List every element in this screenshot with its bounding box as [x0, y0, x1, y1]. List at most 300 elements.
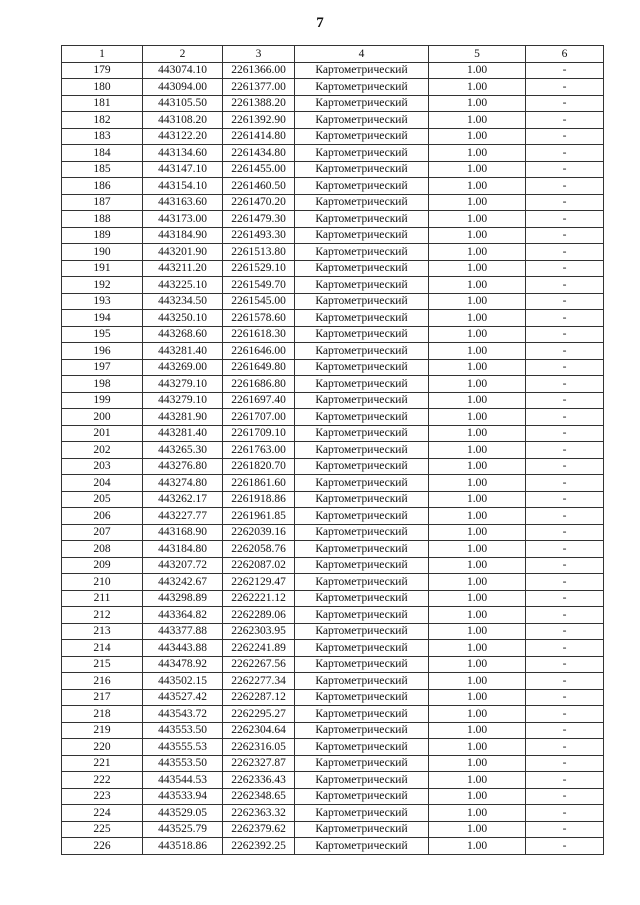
note-cell: - — [526, 788, 604, 805]
table-row — [62, 425, 604, 442]
y-coordinate-cell: 2261529.10 — [223, 260, 295, 277]
y-coordinate-cell: 2262295.27 — [223, 706, 295, 723]
note-cell: - — [526, 557, 604, 574]
accuracy-cell: 1.00 — [429, 689, 526, 706]
note-cell: - — [526, 821, 604, 838]
accuracy-cell: 1.00 — [429, 524, 526, 541]
accuracy-cell: 1.00 — [429, 392, 526, 409]
y-coordinate-cell: 2261578.60 — [223, 310, 295, 327]
table-row — [62, 260, 604, 277]
method-cell: Картометрический — [295, 211, 429, 228]
table-row — [62, 326, 604, 343]
header-row — [62, 46, 604, 63]
method-cell: Картометрический — [295, 607, 429, 624]
table-row — [62, 491, 604, 508]
method-cell: Картометрический — [295, 376, 429, 393]
note-cell: - — [526, 706, 604, 723]
table-row — [62, 673, 604, 690]
point-number-cell: 197 — [62, 359, 143, 376]
accuracy-cell: 1.00 — [429, 607, 526, 624]
header-cell-2: 2 — [143, 46, 223, 63]
y-coordinate-cell: 2262277.34 — [223, 673, 295, 690]
method-cell: Картометрический — [295, 62, 429, 79]
method-cell: Картометрический — [295, 805, 429, 822]
point-number-cell: 206 — [62, 508, 143, 525]
y-coordinate-cell: 2261707.00 — [223, 409, 295, 426]
table-row — [62, 392, 604, 409]
table-row — [62, 607, 604, 624]
point-number-cell: 189 — [62, 227, 143, 244]
y-coordinate-cell: 2261861.60 — [223, 475, 295, 492]
note-cell: - — [526, 425, 604, 442]
x-coordinate-cell: 443074.10 — [143, 62, 223, 79]
note-cell: - — [526, 194, 604, 211]
accuracy-cell: 1.00 — [429, 211, 526, 228]
point-number-cell: 195 — [62, 326, 143, 343]
note-cell: - — [526, 508, 604, 525]
x-coordinate-cell: 443553.50 — [143, 755, 223, 772]
x-coordinate-cell: 443105.50 — [143, 95, 223, 112]
y-coordinate-cell: 2262241.89 — [223, 640, 295, 657]
point-number-cell: 186 — [62, 178, 143, 195]
accuracy-cell: 1.00 — [429, 574, 526, 591]
y-coordinate-cell: 2262267.56 — [223, 656, 295, 673]
accuracy-cell: 1.00 — [429, 623, 526, 640]
table-row — [62, 557, 604, 574]
table-row — [62, 62, 604, 79]
point-number-cell: 223 — [62, 788, 143, 805]
note-cell: - — [526, 277, 604, 294]
method-cell: Картометрический — [295, 590, 429, 607]
note-cell: - — [526, 574, 604, 591]
method-cell: Картометрический — [295, 343, 429, 360]
x-coordinate-cell: 443225.10 — [143, 277, 223, 294]
method-cell: Картометрический — [295, 722, 429, 739]
method-cell: Картометрический — [295, 112, 429, 129]
accuracy-cell: 1.00 — [429, 722, 526, 739]
note-cell: - — [526, 260, 604, 277]
accuracy-cell: 1.00 — [429, 508, 526, 525]
method-cell: Картометрический — [295, 475, 429, 492]
point-number-cell: 187 — [62, 194, 143, 211]
table-body — [62, 62, 604, 854]
table-row — [62, 310, 604, 327]
table-row — [62, 442, 604, 459]
note-cell: - — [526, 689, 604, 706]
x-coordinate-cell: 443276.80 — [143, 458, 223, 475]
point-number-cell: 221 — [62, 755, 143, 772]
x-coordinate-cell: 443555.53 — [143, 739, 223, 756]
note-cell: - — [526, 359, 604, 376]
method-cell: Картометрический — [295, 689, 429, 706]
accuracy-cell: 1.00 — [429, 656, 526, 673]
accuracy-cell: 1.00 — [429, 425, 526, 442]
table-row — [62, 359, 604, 376]
method-cell: Картометрический — [295, 772, 429, 789]
accuracy-cell: 1.00 — [429, 557, 526, 574]
x-coordinate-cell: 443518.86 — [143, 838, 223, 855]
x-coordinate-cell: 443094.00 — [143, 79, 223, 96]
method-cell: Картометрический — [295, 788, 429, 805]
note-cell: - — [526, 79, 604, 96]
method-cell: Картометрический — [295, 458, 429, 475]
y-coordinate-cell: 2262221.12 — [223, 590, 295, 607]
coordinates-table — [61, 45, 604, 855]
table-row — [62, 128, 604, 145]
point-number-cell: 188 — [62, 211, 143, 228]
note-cell: - — [526, 112, 604, 129]
table-row — [62, 376, 604, 393]
method-cell: Картометрический — [295, 194, 429, 211]
x-coordinate-cell: 443364.82 — [143, 607, 223, 624]
point-number-cell: 205 — [62, 491, 143, 508]
x-coordinate-cell: 443281.40 — [143, 425, 223, 442]
y-coordinate-cell: 2261513.80 — [223, 244, 295, 261]
point-number-cell: 181 — [62, 95, 143, 112]
method-cell: Картометрический — [295, 640, 429, 657]
note-cell: - — [526, 491, 604, 508]
table-row — [62, 689, 604, 706]
x-coordinate-cell: 443211.20 — [143, 260, 223, 277]
point-number-cell: 213 — [62, 623, 143, 640]
note-cell: - — [526, 145, 604, 162]
y-coordinate-cell: 2261470.20 — [223, 194, 295, 211]
method-cell: Картометрический — [295, 491, 429, 508]
x-coordinate-cell: 443201.90 — [143, 244, 223, 261]
point-number-cell: 193 — [62, 293, 143, 310]
y-coordinate-cell: 2261697.40 — [223, 392, 295, 409]
x-coordinate-cell: 443298.89 — [143, 590, 223, 607]
x-coordinate-cell: 443443.88 — [143, 640, 223, 657]
y-coordinate-cell: 2262289.06 — [223, 607, 295, 624]
y-coordinate-cell: 2261434.80 — [223, 145, 295, 162]
table-row — [62, 343, 604, 360]
y-coordinate-cell: 2261366.00 — [223, 62, 295, 79]
accuracy-cell: 1.00 — [429, 788, 526, 805]
table-row — [62, 722, 604, 739]
note-cell: - — [526, 607, 604, 624]
point-number-cell: 224 — [62, 805, 143, 822]
accuracy-cell: 1.00 — [429, 95, 526, 112]
y-coordinate-cell: 2261709.10 — [223, 425, 295, 442]
method-cell: Картометрический — [295, 706, 429, 723]
point-number-cell: 191 — [62, 260, 143, 277]
x-coordinate-cell: 443242.67 — [143, 574, 223, 591]
y-coordinate-cell: 2262336.43 — [223, 772, 295, 789]
table-row — [62, 145, 604, 162]
x-coordinate-cell: 443279.10 — [143, 376, 223, 393]
accuracy-cell: 1.00 — [429, 821, 526, 838]
header-cell-5: 5 — [429, 46, 526, 63]
x-coordinate-cell: 443147.10 — [143, 161, 223, 178]
x-coordinate-cell: 443553.50 — [143, 722, 223, 739]
x-coordinate-cell: 443250.10 — [143, 310, 223, 327]
table-row — [62, 79, 604, 96]
note-cell: - — [526, 310, 604, 327]
accuracy-cell: 1.00 — [429, 458, 526, 475]
point-number-cell: 202 — [62, 442, 143, 459]
y-coordinate-cell: 2261918.86 — [223, 491, 295, 508]
point-number-cell: 209 — [62, 557, 143, 574]
point-number-cell: 179 — [62, 62, 143, 79]
method-cell: Картометрический — [295, 442, 429, 459]
note-cell: - — [526, 211, 604, 228]
x-coordinate-cell: 443207.72 — [143, 557, 223, 574]
accuracy-cell: 1.00 — [429, 755, 526, 772]
y-coordinate-cell: 2262303.95 — [223, 623, 295, 640]
note-cell: - — [526, 475, 604, 492]
y-coordinate-cell: 2262392.25 — [223, 838, 295, 855]
method-cell: Картометрический — [295, 409, 429, 426]
note-cell: - — [526, 838, 604, 855]
method-cell: Картометрический — [295, 95, 429, 112]
table-row — [62, 475, 604, 492]
y-coordinate-cell: 2262058.76 — [223, 541, 295, 558]
x-coordinate-cell: 443268.60 — [143, 326, 223, 343]
note-cell: - — [526, 343, 604, 360]
note-cell: - — [526, 524, 604, 541]
x-coordinate-cell: 443525.79 — [143, 821, 223, 838]
table-row — [62, 211, 604, 228]
accuracy-cell: 1.00 — [429, 244, 526, 261]
table-row — [62, 755, 604, 772]
note-cell: - — [526, 409, 604, 426]
method-cell: Картометрический — [295, 838, 429, 855]
accuracy-cell: 1.00 — [429, 161, 526, 178]
header-cell-6: 6 — [526, 46, 604, 63]
header-cell-4: 4 — [295, 46, 429, 63]
accuracy-cell: 1.00 — [429, 343, 526, 360]
x-coordinate-cell: 443269.00 — [143, 359, 223, 376]
note-cell: - — [526, 722, 604, 739]
method-cell: Картометрический — [295, 821, 429, 838]
method-cell: Картометрический — [295, 161, 429, 178]
note-cell: - — [526, 178, 604, 195]
x-coordinate-cell: 443122.20 — [143, 128, 223, 145]
y-coordinate-cell: 2261649.80 — [223, 359, 295, 376]
table-row — [62, 95, 604, 112]
accuracy-cell: 1.00 — [429, 409, 526, 426]
method-cell: Картометрический — [295, 557, 429, 574]
method-cell: Картометрический — [295, 326, 429, 343]
point-number-cell: 183 — [62, 128, 143, 145]
x-coordinate-cell: 443134.60 — [143, 145, 223, 162]
method-cell: Картометрический — [295, 541, 429, 558]
accuracy-cell: 1.00 — [429, 541, 526, 558]
accuracy-cell: 1.00 — [429, 838, 526, 855]
accuracy-cell: 1.00 — [429, 491, 526, 508]
note-cell: - — [526, 755, 604, 772]
note-cell: - — [526, 656, 604, 673]
method-cell: Картометрический — [295, 277, 429, 294]
table-row — [62, 194, 604, 211]
method-cell: Картометрический — [295, 656, 429, 673]
method-cell: Картометрический — [295, 260, 429, 277]
table-row — [62, 574, 604, 591]
note-cell: - — [526, 128, 604, 145]
point-number-cell: 211 — [62, 590, 143, 607]
table-row — [62, 458, 604, 475]
y-coordinate-cell: 2261686.80 — [223, 376, 295, 393]
x-coordinate-cell: 443184.80 — [143, 541, 223, 558]
point-number-cell: 220 — [62, 739, 143, 756]
note-cell: - — [526, 805, 604, 822]
method-cell: Картометрический — [295, 293, 429, 310]
x-coordinate-cell: 443173.00 — [143, 211, 223, 228]
method-cell: Картометрический — [295, 524, 429, 541]
x-coordinate-cell: 443274.80 — [143, 475, 223, 492]
note-cell: - — [526, 392, 604, 409]
accuracy-cell: 1.00 — [429, 706, 526, 723]
table-row — [62, 788, 604, 805]
accuracy-cell: 1.00 — [429, 359, 526, 376]
y-coordinate-cell: 2261545.00 — [223, 293, 295, 310]
point-number-cell: 219 — [62, 722, 143, 739]
page-number: 7 — [316, 15, 324, 31]
y-coordinate-cell: 2261493.30 — [223, 227, 295, 244]
accuracy-cell: 1.00 — [429, 260, 526, 277]
y-coordinate-cell: 2262087.02 — [223, 557, 295, 574]
accuracy-cell: 1.00 — [429, 112, 526, 129]
y-coordinate-cell: 2261820.70 — [223, 458, 295, 475]
note-cell: - — [526, 590, 604, 607]
point-number-cell: 214 — [62, 640, 143, 657]
table-row — [62, 227, 604, 244]
table-row — [62, 739, 604, 756]
point-number-cell: 225 — [62, 821, 143, 838]
note-cell: - — [526, 244, 604, 261]
table-row — [62, 656, 604, 673]
note-cell: - — [526, 739, 604, 756]
header-cell-1: 1 — [62, 46, 143, 63]
y-coordinate-cell: 2261460.50 — [223, 178, 295, 195]
y-coordinate-cell: 2262304.64 — [223, 722, 295, 739]
x-coordinate-cell: 443533.94 — [143, 788, 223, 805]
point-number-cell: 194 — [62, 310, 143, 327]
x-coordinate-cell: 443262.17 — [143, 491, 223, 508]
x-coordinate-cell: 443281.90 — [143, 409, 223, 426]
table-row — [62, 277, 604, 294]
method-cell: Картометрический — [295, 574, 429, 591]
table-row — [62, 623, 604, 640]
point-number-cell: 216 — [62, 673, 143, 690]
y-coordinate-cell: 2261414.80 — [223, 128, 295, 145]
point-number-cell: 212 — [62, 607, 143, 624]
y-coordinate-cell: 2261479.30 — [223, 211, 295, 228]
x-coordinate-cell: 443279.10 — [143, 392, 223, 409]
y-coordinate-cell: 2261549.70 — [223, 277, 295, 294]
method-cell: Картометрический — [295, 244, 429, 261]
accuracy-cell: 1.00 — [429, 310, 526, 327]
x-coordinate-cell: 443163.60 — [143, 194, 223, 211]
note-cell: - — [526, 326, 604, 343]
y-coordinate-cell: 2261455.00 — [223, 161, 295, 178]
x-coordinate-cell: 443108.20 — [143, 112, 223, 129]
accuracy-cell: 1.00 — [429, 62, 526, 79]
x-coordinate-cell: 443377.88 — [143, 623, 223, 640]
note-cell: - — [526, 95, 604, 112]
x-coordinate-cell: 443281.40 — [143, 343, 223, 360]
accuracy-cell: 1.00 — [429, 194, 526, 211]
method-cell: Картометрический — [295, 508, 429, 525]
table-header — [62, 46, 604, 63]
table-row — [62, 805, 604, 822]
accuracy-cell: 1.00 — [429, 805, 526, 822]
table-row — [62, 821, 604, 838]
y-coordinate-cell: 2261961.85 — [223, 508, 295, 525]
table-row — [62, 161, 604, 178]
x-coordinate-cell: 443543.72 — [143, 706, 223, 723]
accuracy-cell: 1.00 — [429, 376, 526, 393]
method-cell: Картометрический — [295, 178, 429, 195]
point-number-cell: 192 — [62, 277, 143, 294]
accuracy-cell: 1.00 — [429, 128, 526, 145]
accuracy-cell: 1.00 — [429, 277, 526, 294]
point-number-cell: 222 — [62, 772, 143, 789]
note-cell: - — [526, 623, 604, 640]
table-row — [62, 293, 604, 310]
table-row — [62, 524, 604, 541]
point-number-cell: 204 — [62, 475, 143, 492]
point-number-cell: 196 — [62, 343, 143, 360]
accuracy-cell: 1.00 — [429, 178, 526, 195]
accuracy-cell: 1.00 — [429, 475, 526, 492]
point-number-cell: 184 — [62, 145, 143, 162]
accuracy-cell: 1.00 — [429, 79, 526, 96]
point-number-cell: 217 — [62, 689, 143, 706]
x-coordinate-cell: 443529.05 — [143, 805, 223, 822]
accuracy-cell: 1.00 — [429, 673, 526, 690]
table-row — [62, 706, 604, 723]
note-cell: - — [526, 376, 604, 393]
point-number-cell: 198 — [62, 376, 143, 393]
point-number-cell: 182 — [62, 112, 143, 129]
table-row — [62, 590, 604, 607]
table-row — [62, 508, 604, 525]
y-coordinate-cell: 2261392.90 — [223, 112, 295, 129]
method-cell: Картометрический — [295, 128, 429, 145]
table-row — [62, 772, 604, 789]
method-cell: Картометрический — [295, 673, 429, 690]
y-coordinate-cell: 2262039.16 — [223, 524, 295, 541]
x-coordinate-cell: 443265.30 — [143, 442, 223, 459]
note-cell: - — [526, 442, 604, 459]
header-cell-3: 3 — [223, 46, 295, 63]
point-number-cell: 199 — [62, 392, 143, 409]
note-cell: - — [526, 293, 604, 310]
x-coordinate-cell: 443227.77 — [143, 508, 223, 525]
method-cell: Картометрический — [295, 310, 429, 327]
note-cell: - — [526, 161, 604, 178]
accuracy-cell: 1.00 — [429, 739, 526, 756]
note-cell: - — [526, 541, 604, 558]
method-cell: Картометрический — [295, 79, 429, 96]
y-coordinate-cell: 2262348.65 — [223, 788, 295, 805]
method-cell: Картометрический — [295, 425, 429, 442]
y-coordinate-cell: 2261388.20 — [223, 95, 295, 112]
x-coordinate-cell: 443154.10 — [143, 178, 223, 195]
y-coordinate-cell: 2261618.30 — [223, 326, 295, 343]
accuracy-cell: 1.00 — [429, 227, 526, 244]
accuracy-cell: 1.00 — [429, 640, 526, 657]
note-cell: - — [526, 673, 604, 690]
point-number-cell: 218 — [62, 706, 143, 723]
accuracy-cell: 1.00 — [429, 442, 526, 459]
accuracy-cell: 1.00 — [429, 145, 526, 162]
point-number-cell: 208 — [62, 541, 143, 558]
x-coordinate-cell: 443544.53 — [143, 772, 223, 789]
table-row — [62, 178, 604, 195]
